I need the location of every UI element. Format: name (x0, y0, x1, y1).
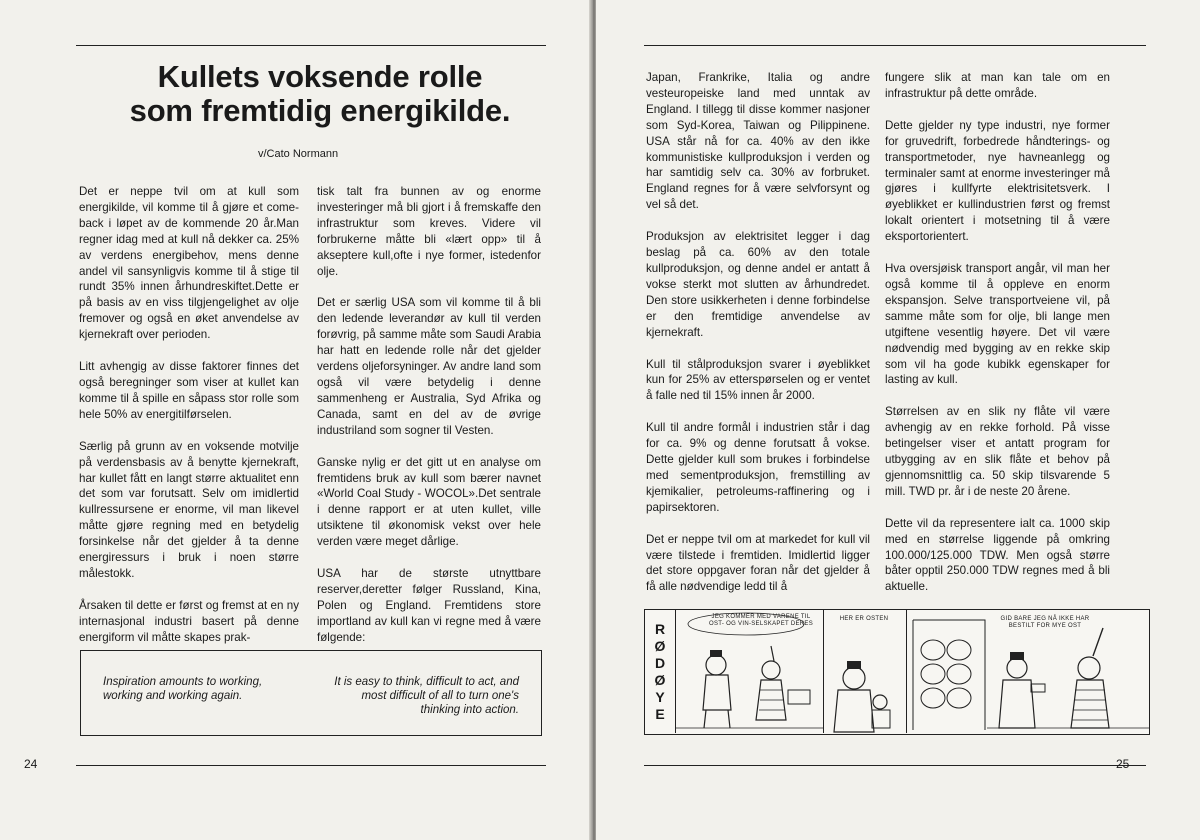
paragraph: Det er særlig USA som vil komme til å bli den ledende leverandør av kull til verden forøvrig, på samme måte som Saudi Arabia har hatt en ledende rolle når det gjelder verdens oljeforsyninger. Av andre land som også vil være betydelig i denne sammenheng er Australia, Syd Afrika og Canada, samt en del av de øvrige industriland som sogner til Vesten. (317, 296, 541, 437)
paragraph: Ganske nylig er det gitt ut en analyse om fremtidens bruk av kull som bærer navnet «World Coal Study - WOCOL».Det sentrale i denne rapport er at uten kullet, ville utsiktene til økonomisk vekst over hele verden være meget dårlige. (317, 455, 541, 549)
quote-left: Inspiration amounts to working, working and working again. (103, 676, 263, 702)
comic-art-delivery (676, 610, 823, 733)
paragraph: tisk talt fra bunnen av og enorme investeringer må bli gjort i å fremskaffe den infrastruktur som kreves. Videre vil forbrukerne måtte bli «lært opp» til å akseptere kull,ofte i nye former, istedenfor olje. (317, 185, 541, 278)
comic-strip (644, 609, 1150, 735)
left-page (0, 0, 592, 840)
article-title (90, 60, 550, 128)
paragraph: Litt avhengig av disse faktorer finnes det også beregninger som viser at kullet kan komme til å spille en såpass stor rolle som hele 50% av energitilførselen. (79, 360, 299, 421)
speech-bubble-1: JEG KOMMER MED VARENE TIL OST- OG VIN-SELSKAPET DERES (708, 614, 813, 627)
page-number: 25 (1116, 757, 1130, 771)
paragraph: Størrelsen av en slik ny flåte vil være avhengig av en rekke forhold. På visse betingelser viser et antatt program for utbygging av en slik flåte et behov på gjennomsnittlig ca. 50 skip tilsvarende 5 mill. TWD pr. år i de neste 20 årene. (885, 405, 1110, 498)
speech-bubble-2: HER ER OSTEN (839, 616, 889, 622)
bottom-rule (76, 765, 546, 766)
comic-title-text: RØDØYE (652, 620, 668, 723)
quote-box (80, 650, 542, 736)
paragraph: Det er neppe tvil om at kull som energikilde, vil komme til å gjøre et come-back i løpet av de kommende 20 år.Man regner idag med at kull nå dekker ca. 25% av verdens energibehov, mens denne andel vil sansynligvis komme til å stige til rundt 35% innen århundreskiftet.Dette er på basis av en viss tilgjengelighet av olje fremover og også en øket anvendelse av kjernekraft over perioden. (79, 185, 299, 342)
quote-right: It is easy to think, difficult to act, and most difficult of all to turn one's thinking into action. (334, 676, 519, 716)
paragraph: Produksjon av elektrisitet legger i dag beslag på ca. 60% av den totale kullproduksjon, og denne andel er antatt å vokse sterkt mot slutten av århundredet. Den store usikkerheten i denne forbindelse er den fremtidige anvendelse av kjernekraft. (646, 230, 870, 339)
top-rule (644, 45, 1146, 46)
byline: v/Cato Normann (258, 148, 339, 160)
paragraph: Særlig på grunn av en voksende motvilje på verdensbasis av å benytte kjernekraft, har kullet fått en langt større aktualitet enn det som var forutsatt. Selv om imidlertid kullressursene er enorme, vil man likevel måtte gjøre regning med en betydelig forsinkelse når det gjelder å ta denne energiressurs i bruk i noen større målestokk. (79, 439, 299, 580)
left-column-1 (79, 184, 299, 662)
right-column-1 (646, 70, 870, 611)
title-line-2: som fremtidig energikilde. (129, 93, 511, 128)
paragraph: USA har de største utnyttbare reserver,deretter følger Russland, Kina, Polen og England. Fremtidens store importland av kull kan vi regne med å være følgende: (317, 567, 541, 644)
comic-panel-2 (824, 610, 907, 733)
title-line-1: Kullets voksende rolle (157, 59, 483, 94)
paragraph: fungere slik at man kan tale om en infrastruktur på dette område. (885, 71, 1110, 100)
paragraph: Dette gjelder ny type industri, nye former for gruvedrift, forbedrede håndterings- og transportmetoder, nye havneanlegg og terminaler samt at enorme investeringer må gjøres i kullfyrte elektrisitetsverk. I øyeblikket er kullindustrien først og fremst lokalt orientert i motsetning til å være eksportorientert. (885, 118, 1110, 244)
paragraph: Hva oversjøisk transport angår, vil man her også komme til å oppleve en enorm ekspansjon. Selve transportveiene vil, på samme måte som for olje, bli lange men utgiftene vesentlig høyere. Det vil være nødvendig med bygging av en rekke skip som vil ha gode kubikk egenskaper for lasting av kull. (885, 262, 1110, 387)
comic-panel-3 (907, 610, 1149, 733)
comic-title (645, 610, 676, 733)
top-rule (76, 45, 546, 46)
speech-bubble-3: GID BARE JEG NÅ IKKE HAR BESTILT FOR MYE OST (1000, 616, 1090, 629)
paragraph: Årsaken til dette er først og fremst at en ny internasjonal industri basert på denne energiform vil måtte skapes prak- (79, 598, 299, 644)
paragraph: Dette vil da representere ialt ca. 1000 skip med en størrelse liggende på omkring 100.000/125.000 TDW. Men også større båter opptil 250.000 TDW regnes med å bli aktuelle. (885, 516, 1110, 594)
paragraph: Kull til andre formål i industrien står i dag for ca. 9% og denne forutsatt å vokse. Dette gjelder kull som brukes i forbindelse med sementproduksjon, fremstilling av kjemikalier, petroleums-raffinering og i papirsektoren. (646, 421, 870, 514)
paragraph: Det er neppe tvil om at markedet for kull vil være tilstede i fremtiden. Imidlertid ligger det store oppgaver foran når det gjelder å få alle nødvendige ledd til å (646, 532, 870, 594)
page-number: 24 (24, 757, 38, 771)
comic-panel-1 (676, 610, 824, 733)
comic-art-cheese (824, 610, 906, 733)
right-column-2 (885, 70, 1110, 611)
paragraph: Kull til stålproduksjon svarer i øyeblikket kun for 25% av etterspørselen og er ventet å falle ned til 15% innen år 2000. (646, 357, 870, 403)
paragraph: Japan, Frankrike, Italia og andre vesteuropeiske land med unntak av England. I tillegg til disse kommer nasjoner som Syd-Korea, Taiwan og Pilippinene. USA står nå for ca. 40% av den ikke kommunistiske kullproduksjon i verden og har samtidig selv ca. 30% av forbruket. England regnes for å være selvforsynt og vel så det. (646, 71, 870, 212)
right-page (596, 0, 1200, 840)
left-column-2 (317, 184, 541, 662)
comic-art-cellar (907, 610, 1149, 733)
bottom-rule (644, 765, 1146, 766)
